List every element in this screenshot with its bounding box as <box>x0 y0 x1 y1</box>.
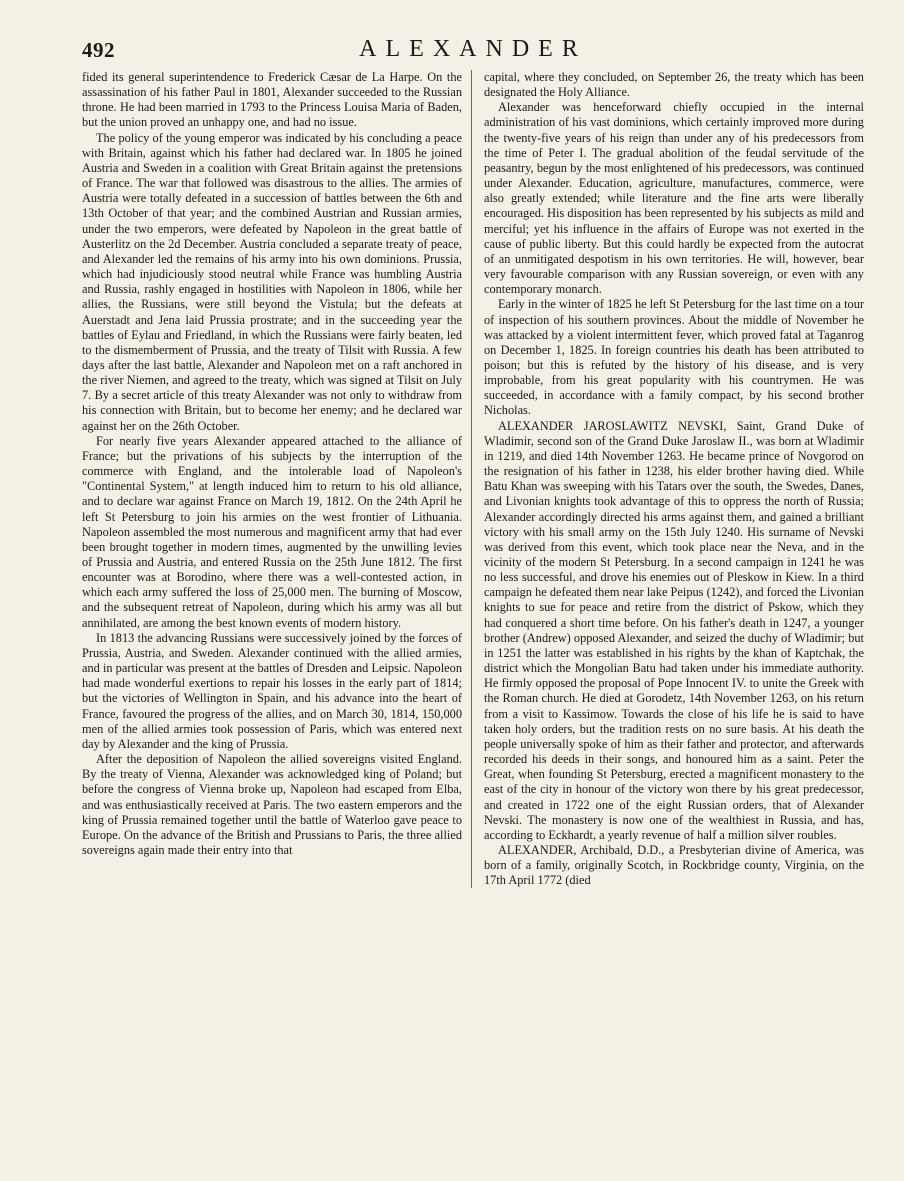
paragraph: Early in the winter of 1825 he left St Petersburg for the last time on a tour of inspection of his southern provinces. About the middle of November he was attacked by a violent intermittent fever, which proved fatal at Taganrog on December 1, 1825. In foreign countries his death has been attributed to poison; but this is refuted by the history of his disease, and is very improbable, from his great popularity with his countrymen. He was succeeded, in accordance with a family compact, by his second brother Nicholas. <box>483 297 864 418</box>
page-header <box>82 28 864 68</box>
right-column <box>480 70 864 888</box>
page-number: 492 <box>82 38 115 62</box>
entry-alexander-archibald: ALEXANDER, Archibald, D.D., a Presbyterian divine of America, was born of a family, originally Scotch, in Rockbridge county, Virginia, on the 17th April 1772 (died <box>483 842 864 888</box>
left-column <box>82 70 471 888</box>
running-head: ALEXANDER <box>359 36 587 62</box>
paragraph: Alexander was henceforward chiefly occupied in the internal administration of his vast dominions, which certainly improved more during the twenty-five years of his reign than under any of his predecessors from the time of Peter I. The gradual abolition of the feudal servitude of the peasantry, begun by the most enlightened of his predecessors, was continued under Alexander. Education, agriculture, manufactures, commerce, were also greatly extended; while literature and the fine arts were liberally encouraged. His disposition has been represented by his subjects as mild and merciful; yet his influence in the affairs of Europe was not exerted in the cause of public liberty. But this could hardly be expected from the autocrat of an unmitigated despotism in his own territories. He will, however, bear very favourable comparison with any Russian sovereign, or even with any contemporary monarch. <box>483 100 864 297</box>
paragraph: In 1813 the advancing Russians were successively joined by the forces of Prussia, Austria, and Sweden. Alexander continued with the allied armies, and in particular was present at the battles of Dresden and Leipsic. Napoleon had made wonderful exertions to repair his losses in the early part of 1814; but the victories of Wellington in Spain, and his advance into the heart of France, favoured the progress of the allies, and on March 30, 1814, 150,000 men of the allied armies took possession of Paris, which was entered next day by Alexander and the king of Prussia. <box>82 630 462 751</box>
paragraph: The policy of the young emperor was indicated by his concluding a peace with Britain, against which his father had declared war. In 1805 he joined Austria and Sweden in a coalition with Great Britain against the pretensions of France. The war that followed was disastrous to the allies. The armies of Austria were totally defeated in a succession of battles between the 6th and 13th October of that year; and the combined Austrian and Russian armies, under the two emperors, were defeated by Napoleon in the great battle of Austerlitz on the 2d December. Austria concluded a separate treaty of peace, and Alexander led the remains of his army into his own dominions. Prussia, which had injudiciously stood neutral while France was humbling Austria and Russia, rashly engaged in hostilities with Napoleon in 1806, while her allies, the Russians, were still beyond the Vistula; but the defeats at Auerstadt and Jena laid Prussia prostrate; and in the succeeding year the battles of Eylau and Friedland, in which the Russians were fairly beaten, led to the dismemberment of Prussia, and the treaty of Tilsit with Russia. A few days after the last battle, Alexander and Napoleon met on a raft anchored in the river Niemen, and agreed to the treaty, which was signed at Tilsit on July 7. By a secret article of this treaty Alexander was not only to withdraw from his connection with Britain, but to become her enemy; and he declared war against her on the 26th October. <box>82 130 462 433</box>
paragraph: After the deposition of Napoleon the allied sovereigns visited England. By the treaty of Vienna, Alexander was acknowledged king of Poland; but before the congress of Vienna broke up, Napoleon had escaped from Elba, and was enthusiastically received at Paris. The two eastern emperors and the king of Prussia remained together until the battle of Waterloo gave peace to Europe. On the advance of the British and Prussians to Paris, the three allied sovereigns again made their entry into that <box>82 752 462 857</box>
paragraph: capital, where they concluded, on September 26, the treaty which has been designated the Holy Alliance. <box>483 70 864 100</box>
paragraph: For nearly five years Alexander appeared attached to the alliance of France; but the privations of his subjects by the interruption of the commerce with England, and the intolerable load of Napoleon's "Continental System," at length induced him to return to his old alliance, and to declare war against France on March 19, 1812. On the 24th April he left St Petersburg to join his armies on the west frontier of Lithuania. Napoleon assembled the most numerous and magnificent army that had ever been brought together in modern times, augmented by the unwilling levies of Prussia and Austria, and entered Russia on the 25th June 1812. The first encounter was at Borodino, where there was a well-contested action, in which each army suffered the loss of 25,000 men. The burning of Moscow, and the subsequent retreat of Napoleon, during which his army was all but annihilated, are among the best known events of modern history. <box>82 433 462 630</box>
paragraph: fided its general superintendence to Frederick Cæsar de La Harpe. On the assassination of his father Paul in 1801, Alexander succeeded to the Russian throne. He had been married in 1793 to the Princess Louisa Maria of Baden, but the union proved an unhappy one, and had no issue. <box>82 70 462 130</box>
column-divider <box>471 70 472 888</box>
text-columns <box>82 70 864 888</box>
entry-alexander-nevski: ALEXANDER JAROSLAWITZ NEVSKI, Saint, Grand Duke of Wladimir, second son of the Grand Duke Jaroslaw II., was born at Wladimir in 1219, and died 14th November 1263. He became prince of Novgorod on the resignation of his father in 1238, his elder brother having died. While Batu Khan was sweeping with his Tatars over the south, the Swedes, Danes, and Livonian knights took advantage of this to oppress the north of Russia; Alexander accordingly directed his arms against them, and gained a brilliant victory with his small army on the 15th July 1240. His surname of Nevski was derived from this event, which took place near the Neva, and in the vicinity of the modern St Petersburg. In a second campaign in 1241 he was no less successful, and drove his enemies out of Pleskow in Kiew. In a third campaign he defeated them near lake Peipus (1242), and forced the Livonian knights to sue for peace and retire from the district of Pskow, which they had conquered a short time before. On his father's death in 1247, a younger brother (Andrew) opposed Alexander, and seized the duchy of Wladimir; but in 1251 the latter was established in his rights by the khan of Kaptchak, the district which the Mongolian Batu had taken under his immediate authority. He firmly opposed the proposal of Pope Innocent IV. to unite the Greek with the Roman church. He died at Gorodetz, 14th November 1263, on his return from a visit to Kassimow. Towards the close of his life he is said to have taken holy orders, but the tradition rests on no sure basis. At his death the people universally spoke of him as their father and protector, and afterwards recorded his deeds in their songs, and honoured him as a saint. Peter the Great, when founding St Petersburg, erected a magnificent monastery to the east of the city in honour of the victory won there by his great predecessor, and created in 1722 one of the eight Russian orders, that of Alexander Nevski. The monastery is now one of the wealthiest in Russia, and has, according to Eckhardt, a yearly revenue of half a million silver roubles. <box>483 418 864 842</box>
